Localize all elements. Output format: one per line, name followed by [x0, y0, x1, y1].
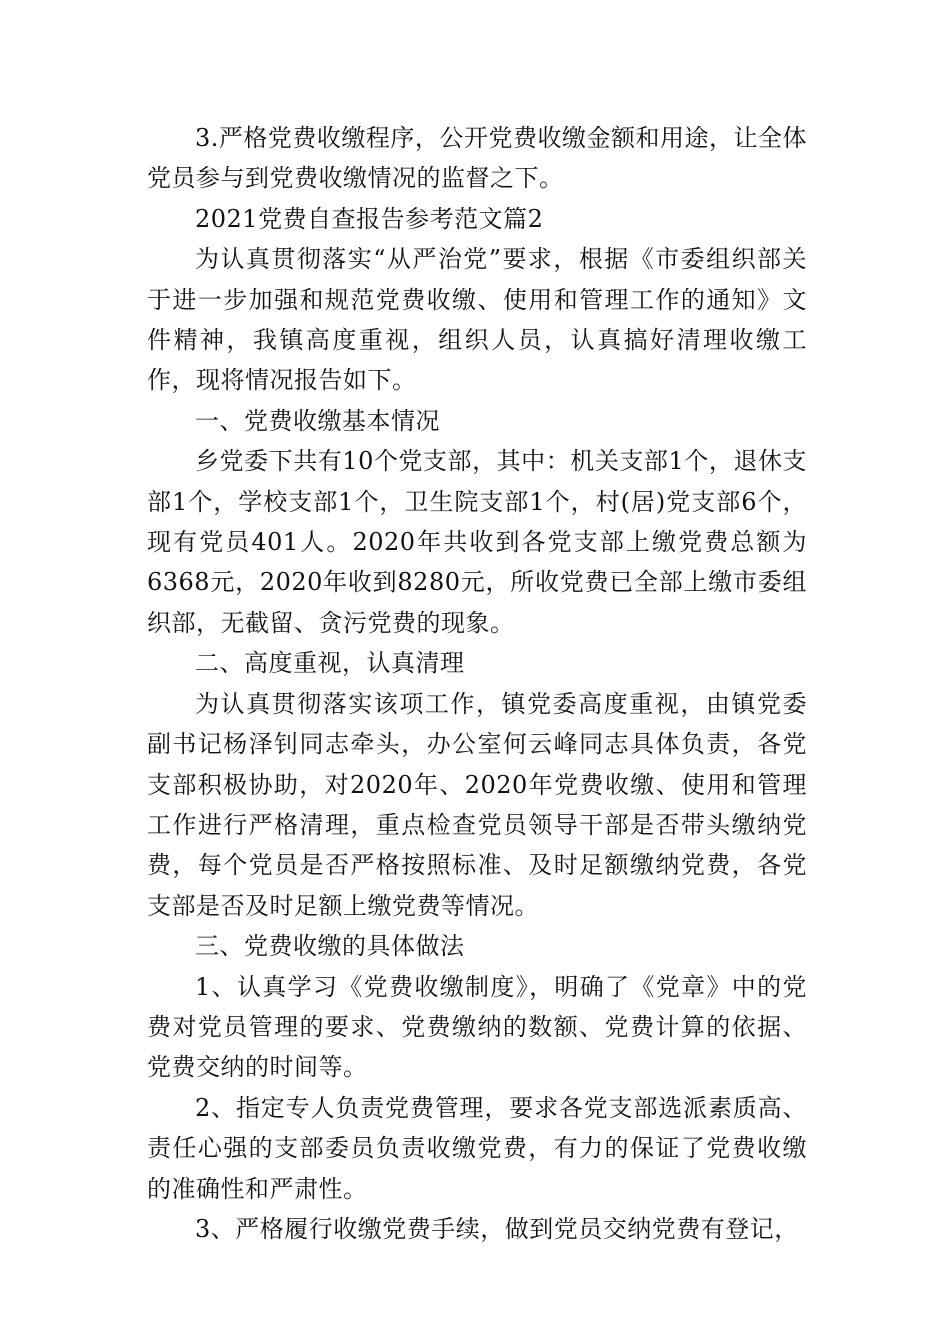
- paragraph: 为认真贯彻落实“从严治党”要求，根据《市委组织部关于进一步加强和规范党费收缴、使用和管理工作的通知》文件精神，我镇高度重视，组织人员，认真搞好清理收缴工作，现将情况报告如下。: [147, 245, 807, 395]
- paragraph: 1、认真学习《党费收缴制度》，明确了《党章》中的党费对党员管理的要求、党费缴纳的数额、党费计算的依据、党费交纳的时间等。: [147, 972, 807, 1082]
- section-heading: 一、党费收缴基本情况: [195, 406, 440, 435]
- paragraph: 为认真贯彻落实该项工作，镇党委高度重视，由镇党委副书记杨泽钊同志牵头，办公室何云峰同志具体负责，各党支部积极协助，对2020年、2020年党费收缴、使用和管理工作进行严格清理，重点检查党员领导干部是否带头缴纳党费，每个党员是否严格按照标准、及时足额缴纳党费，各党支部是否及时足额上缴党费等情况。: [147, 689, 807, 920]
- document-body: [147, 118, 807, 1249]
- section-heading: 三、党费收缴的具体做法: [195, 932, 465, 961]
- section-title: 2021党费自查报告参考范文篇2: [195, 204, 544, 233]
- paragraph: 3、严格履行收缴党费手续，做到党员交纳党费有登记，: [195, 1214, 799, 1243]
- paragraph: 3.严格党费收缴程序，公开党费收缴金额和用途，让全体党员参与到党费收缴情况的监督之下。: [147, 124, 807, 193]
- paragraph: 2、指定专人负责党费管理，要求各党支部选派素质高、责任心强的支部委员负责收缴党费，有力的保证了党费收缴的准确性和严肃性。: [147, 1093, 807, 1203]
- section-heading: 二、高度重视，认真清理: [195, 649, 465, 678]
- paragraph: 乡党委下共有10个党支部，其中：机关支部1个，退休支部1个，学校支部1个，卫生院支部1个，村(居)党支部6个，现有党员401人。2020年共收到各党支部上缴党费总额为6368元，2020年收到8280元，所收党费已全部上缴市委组织部，无截留、贪污党费的现象。: [147, 447, 807, 637]
